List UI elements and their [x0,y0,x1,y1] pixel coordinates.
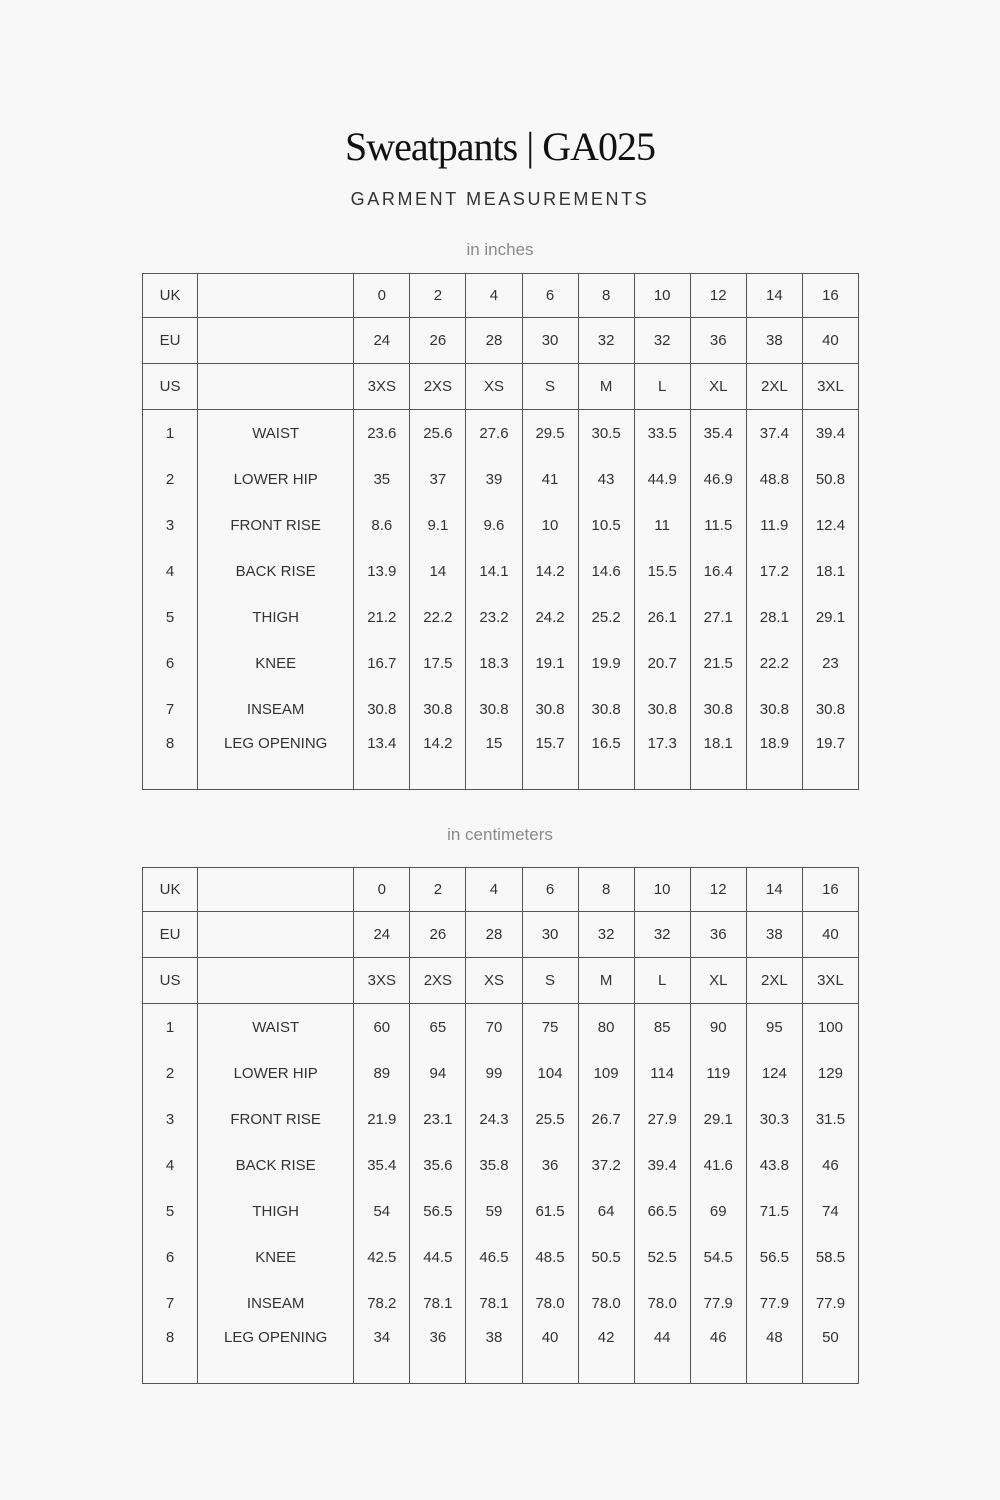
measurement-row [143,1326,859,1384]
measurement-value: 109 [578,1050,634,1096]
measurement-value: 29.1 [690,1096,746,1142]
measurement-value: 14.2 [522,548,578,594]
measurement-value: 27.1 [690,594,746,640]
uk-size-cell: 4 [466,868,522,912]
measurement-value: 11.5 [690,502,746,548]
measurement-value: 19.1 [522,640,578,686]
measurement-name: BACK RISE [198,1142,354,1188]
uk-size-cell: 10 [634,274,690,318]
us-size-cell: 3XS [354,958,410,1004]
uk-size-cell: 8 [578,868,634,912]
eu-size-cell: 24 [354,318,410,364]
us-size-cell: 3XS [354,364,410,410]
measurement-value: 95 [746,1004,802,1051]
measurement-number: 8 [143,732,198,790]
measurement-value: 22.2 [410,594,466,640]
measurement-value: 15.5 [634,548,690,594]
measurement-name: WAIST [198,410,354,457]
measurement-value: 29.5 [522,410,578,457]
us-size-cell: S [522,364,578,410]
measurement-value: 21.2 [354,594,410,640]
measurement-value: 20.7 [634,640,690,686]
uk-size-cell: 14 [746,274,802,318]
measurement-value: 43 [578,456,634,502]
measurement-value: 38 [466,1326,522,1384]
measurement-value: 66.5 [634,1188,690,1234]
uk-size-cell: 0 [354,274,410,318]
us-size-cell: S [522,958,578,1004]
measurement-value: 30.8 [522,686,578,732]
measurement-row [143,640,859,686]
measurement-number: 3 [143,1096,198,1142]
measurement-value: 42.5 [354,1234,410,1280]
measurement-number: 7 [143,686,198,732]
measurement-value: 35 [354,456,410,502]
measurement-value: 36 [522,1142,578,1188]
measurement-value: 30.8 [410,686,466,732]
measurement-value: 30.8 [746,686,802,732]
measurement-value: 48.8 [746,456,802,502]
measurement-value: 22.2 [746,640,802,686]
measurement-value: 52.5 [634,1234,690,1280]
measurement-number: 2 [143,1050,198,1096]
measurement-value: 24.2 [522,594,578,640]
eu-size-cell: 28 [466,912,522,958]
measurement-value: 64 [578,1188,634,1234]
us-size-cell: 2XS [410,958,466,1004]
measurement-value: 129 [802,1050,858,1096]
eu-size-cell: 40 [802,912,858,958]
measurement-value: 13.4 [354,732,410,790]
measurement-value: 78.0 [634,1280,690,1326]
measurement-value: 50.8 [802,456,858,502]
measurement-name: INSEAM [198,1280,354,1326]
measurement-value: 31.5 [802,1096,858,1142]
measurement-value: 16.7 [354,640,410,686]
eu-label-cell: EU [143,318,198,364]
measurement-value: 10 [522,502,578,548]
measurement-value: 26.1 [634,594,690,640]
us-size-row [143,958,859,1004]
uk-size-cell: 12 [690,868,746,912]
measurement-number: 6 [143,1234,198,1280]
uk-size-cell: 4 [466,274,522,318]
measurement-value: 28.1 [746,594,802,640]
eu-size-cell: 28 [466,318,522,364]
empty-cell [198,364,354,410]
measurement-value: 26.7 [578,1096,634,1142]
us-size-cell: 3XL [802,364,858,410]
measurement-value: 77.9 [690,1280,746,1326]
measurement-value: 19.9 [578,640,634,686]
us-size-cell: XS [466,958,522,1004]
us-label-cell: US [143,958,198,1004]
measurement-value: 18.9 [746,732,802,790]
measurement-value: 124 [746,1050,802,1096]
measurement-value: 42 [578,1326,634,1384]
uk-size-cell: 6 [522,274,578,318]
measurement-value: 30.8 [578,686,634,732]
measurement-row [143,594,859,640]
measurement-value: 23.6 [354,410,410,457]
measurement-row [143,1096,859,1142]
measurement-row [143,502,859,548]
measurement-value: 78.1 [410,1280,466,1326]
measurement-value: 46 [802,1142,858,1188]
measurement-value: 23.2 [466,594,522,640]
measurement-row [143,686,859,732]
measurement-value: 14.6 [578,548,634,594]
measurement-value: 21.5 [690,640,746,686]
measurement-value: 23 [802,640,858,686]
measurement-value: 37 [410,456,466,502]
us-size-cell: XS [466,364,522,410]
uk-size-cell: 2 [410,274,466,318]
measurement-value: 48 [746,1326,802,1384]
measurement-value: 16.4 [690,548,746,594]
measurement-row [143,410,859,457]
measurement-value: 65 [410,1004,466,1051]
eu-size-cell: 30 [522,912,578,958]
uk-size-cell: 12 [690,274,746,318]
eu-size-row [143,912,859,958]
measurement-row [143,1142,859,1188]
eu-size-cell: 32 [578,912,634,958]
measurement-name: KNEE [198,1234,354,1280]
measurement-value: 30.8 [354,686,410,732]
measurement-value: 25.5 [522,1096,578,1142]
measurement-value: 27.6 [466,410,522,457]
measurement-value: 30.8 [466,686,522,732]
measurement-value: 30.5 [578,410,634,457]
empty-cell [198,318,354,364]
measurement-value: 56.5 [746,1234,802,1280]
eu-size-cell: 38 [746,318,802,364]
measurement-name: INSEAM [198,686,354,732]
eu-size-cell: 36 [690,912,746,958]
measurement-number: 5 [143,1188,198,1234]
measurement-value: 13.9 [354,548,410,594]
inches-size-table [142,273,859,790]
us-size-cell: 3XL [802,958,858,1004]
measurement-value: 33.5 [634,410,690,457]
measurement-value: 9.6 [466,502,522,548]
us-size-cell: 2XL [746,958,802,1004]
measurement-value: 46 [690,1326,746,1384]
uk-size-cell: 16 [802,274,858,318]
eu-size-row [143,318,859,364]
measurement-value: 59 [466,1188,522,1234]
measurement-number: 1 [143,410,198,457]
measurement-row [143,1280,859,1326]
measurement-value: 19.7 [802,732,858,790]
measurement-name: FRONT RISE [198,502,354,548]
measurement-name: LEG OPENING [198,732,354,790]
measurement-value: 40 [522,1326,578,1384]
measurement-value: 78.1 [466,1280,522,1326]
measurement-value: 46.5 [466,1234,522,1280]
uk-size-cell: 16 [802,868,858,912]
measurement-value: 27.9 [634,1096,690,1142]
measurement-value: 60 [354,1004,410,1051]
uk-size-cell: 10 [634,868,690,912]
eu-size-cell: 26 [410,912,466,958]
measurement-value: 44.9 [634,456,690,502]
us-label-cell: US [143,364,198,410]
measurement-value: 75 [522,1004,578,1051]
measurement-value: 14.2 [410,732,466,790]
measurement-value: 89 [354,1050,410,1096]
measurement-value: 21.9 [354,1096,410,1142]
measurement-number: 2 [143,456,198,502]
measurement-value: 50 [802,1326,858,1384]
measurement-value: 37.2 [578,1142,634,1188]
measurement-value: 37.4 [746,410,802,457]
measurement-row [143,1004,859,1051]
measurement-value: 35.8 [466,1142,522,1188]
measurement-row [143,1050,859,1096]
measurement-value: 78.0 [522,1280,578,1326]
measurement-value: 9.1 [410,502,466,548]
measurement-value: 23.1 [410,1096,466,1142]
us-size-cell: M [578,958,634,1004]
measurement-value: 77.9 [802,1280,858,1326]
uk-size-cell: 0 [354,868,410,912]
measurement-value: 80 [578,1004,634,1051]
measurement-value: 18.3 [466,640,522,686]
us-size-cell: 2XS [410,364,466,410]
measurement-value: 11 [634,502,690,548]
measurement-value: 78.2 [354,1280,410,1326]
measurement-name: BACK RISE [198,548,354,594]
empty-cell [198,868,354,912]
measurement-number: 4 [143,548,198,594]
eu-size-cell: 32 [634,318,690,364]
measurement-value: 41.6 [690,1142,746,1188]
measurement-value: 8.6 [354,502,410,548]
us-size-cell: XL [690,364,746,410]
eu-size-cell: 38 [746,912,802,958]
measurement-row [143,548,859,594]
measurement-value: 30.8 [634,686,690,732]
uk-size-cell: 2 [410,868,466,912]
measurement-value: 10.5 [578,502,634,548]
us-size-cell: L [634,364,690,410]
measurement-value: 12.4 [802,502,858,548]
inches-unit-label: in inches [466,240,534,259]
measurement-value: 34 [354,1326,410,1384]
measurement-value: 35.6 [410,1142,466,1188]
measurement-value: 18.1 [690,732,746,790]
empty-cell [198,958,354,1004]
eu-label-cell: EU [143,912,198,958]
measurement-value: 50.5 [578,1234,634,1280]
measurement-name: WAIST [198,1004,354,1051]
measurement-number: 4 [143,1142,198,1188]
measurement-value: 43.8 [746,1142,802,1188]
measurement-value: 14 [410,548,466,594]
measurement-value: 25.6 [410,410,466,457]
measurement-value: 44 [634,1326,690,1384]
measurement-value: 69 [690,1188,746,1234]
measurement-value: 58.5 [802,1234,858,1280]
page-title: Sweatpants | GA025 [345,124,655,169]
measurement-value: 30.8 [690,686,746,732]
measurement-row [143,1188,859,1234]
measurement-value: 46.9 [690,456,746,502]
measurement-value: 35.4 [354,1142,410,1188]
uk-size-cell: 14 [746,868,802,912]
page-subtitle: GARMENT MEASUREMENTS [350,189,650,209]
us-size-cell: XL [690,958,746,1004]
measurement-number: 1 [143,1004,198,1051]
measurement-value: 85 [634,1004,690,1051]
uk-label-cell: UK [143,274,198,318]
measurement-name: LOWER HIP [198,1050,354,1096]
measurement-value: 54 [354,1188,410,1234]
measurement-value: 56.5 [410,1188,466,1234]
measurement-value: 119 [690,1050,746,1096]
measurement-value: 54.5 [690,1234,746,1280]
measurement-value: 74 [802,1188,858,1234]
measurement-value: 18.1 [802,548,858,594]
measurement-value: 39 [466,456,522,502]
measurement-value: 25.2 [578,594,634,640]
eu-size-cell: 26 [410,318,466,364]
uk-size-cell: 8 [578,274,634,318]
eu-size-cell: 40 [802,318,858,364]
uk-size-row [143,868,859,912]
measurement-name: KNEE [198,640,354,686]
measurement-value: 77.9 [746,1280,802,1326]
measurement-row [143,1234,859,1280]
measurement-value: 71.5 [746,1188,802,1234]
measurement-name: THIGH [198,1188,354,1234]
centimeters-size-table [142,867,859,1384]
empty-cell [198,274,354,318]
measurement-value: 100 [802,1004,858,1051]
measurement-name: LEG OPENING [198,1326,354,1384]
measurement-number: 3 [143,502,198,548]
us-size-cell: M [578,364,634,410]
us-size-cell: L [634,958,690,1004]
measurement-number: 7 [143,1280,198,1326]
measurement-value: 35.4 [690,410,746,457]
measurement-value: 17.5 [410,640,466,686]
measurement-value: 94 [410,1050,466,1096]
measurement-name: LOWER HIP [198,456,354,502]
measurement-value: 16.5 [578,732,634,790]
measurement-value: 48.5 [522,1234,578,1280]
measurement-name: THIGH [198,594,354,640]
measurement-value: 30.3 [746,1096,802,1142]
centimeters-unit-label: in centimeters [447,825,553,844]
measurement-value: 104 [522,1050,578,1096]
eu-size-cell: 30 [522,318,578,364]
measurement-value: 17.2 [746,548,802,594]
measurement-value: 29.1 [802,594,858,640]
measurement-number: 6 [143,640,198,686]
eu-size-cell: 36 [690,318,746,364]
measurement-value: 39.4 [634,1142,690,1188]
uk-label-cell: UK [143,868,198,912]
measurement-value: 114 [634,1050,690,1096]
measurement-value: 15.7 [522,732,578,790]
measurement-value: 17.3 [634,732,690,790]
measurement-value: 41 [522,456,578,502]
measurement-value: 14.1 [466,548,522,594]
measurement-value: 99 [466,1050,522,1096]
measurement-value: 30.8 [802,686,858,732]
measurement-number: 8 [143,1326,198,1384]
measurement-value: 44.5 [410,1234,466,1280]
measurement-value: 78.0 [578,1280,634,1326]
measurement-value: 15 [466,732,522,790]
measurement-row [143,456,859,502]
measurement-value: 24.3 [466,1096,522,1142]
empty-cell [198,912,354,958]
eu-size-cell: 32 [578,318,634,364]
measurement-number: 5 [143,594,198,640]
uk-size-cell: 6 [522,868,578,912]
measurement-value: 11.9 [746,502,802,548]
measurement-value: 36 [410,1326,466,1384]
us-size-row [143,364,859,410]
uk-size-row [143,274,859,318]
eu-size-cell: 32 [634,912,690,958]
eu-size-cell: 24 [354,912,410,958]
measurement-value: 39.4 [802,410,858,457]
measurement-value: 70 [466,1004,522,1051]
measurement-row [143,732,859,790]
measurement-name: FRONT RISE [198,1096,354,1142]
measurement-value: 90 [690,1004,746,1051]
us-size-cell: 2XL [746,364,802,410]
measurement-value: 61.5 [522,1188,578,1234]
